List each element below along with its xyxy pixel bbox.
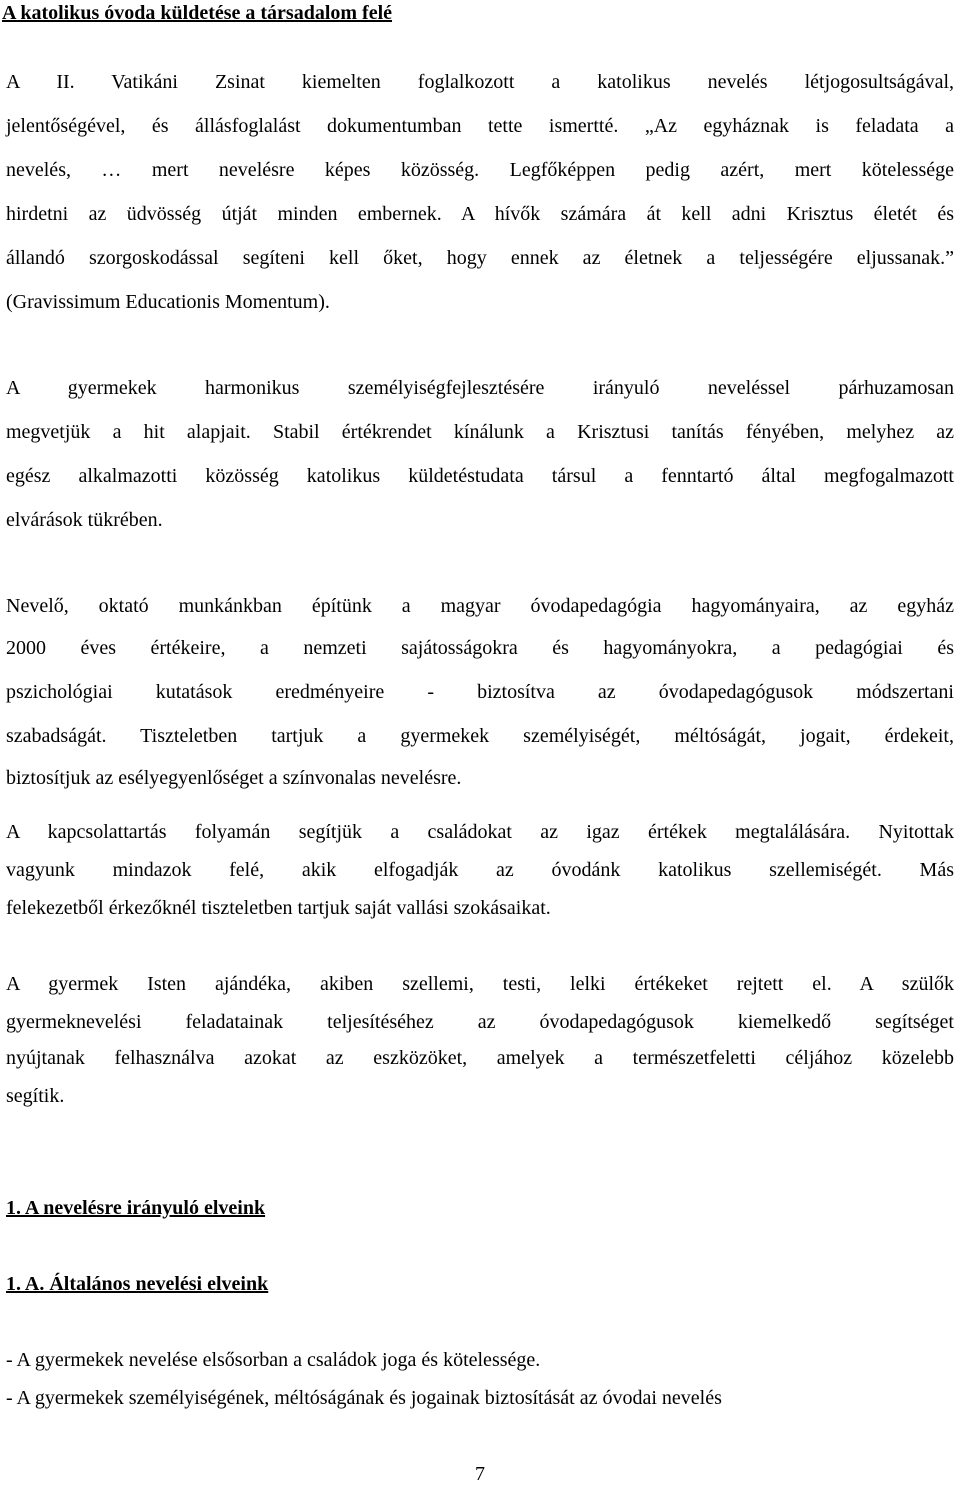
- text-line: nyújtanak felhasználva azokat az eszközöket, amelyek a természetfeletti céljához közelebb: [6, 1047, 954, 1069]
- text-line: pszichológiai kutatások eredményeire - biztosítva az óvodapedagógusok módszertani: [6, 681, 954, 703]
- text-line: elvárások tükrében.: [6, 509, 163, 531]
- list-item: - A gyermekek személyiségének, méltóságának és jogainak biztosítását az óvodai nevelés: [6, 1387, 722, 1409]
- text-line: hirdetni az üdvösség útját minden embernek. A hívők számára át kell adni Krisztus életét és: [6, 203, 954, 225]
- subsection-heading: 1. A. Általános nevelési elveink: [6, 1273, 269, 1295]
- text-line: A II. Vatikáni Zsinat kiemelten foglalkozott a katolikus nevelés létjogosultságával,: [6, 71, 954, 93]
- text-line: Nevelő, oktató munkánkban építünk a magyar óvodapedagógia hagyományaira, az egyház: [6, 595, 954, 617]
- list-item: - A gyermekek nevelése elsősorban a családok joga és kötelessége.: [6, 1349, 541, 1371]
- text-line: segítik.: [6, 1085, 65, 1107]
- text-line: megvetjük a hit alapjait. Stabil értékrendet kínálunk a Krisztusi tanítás fényében, melyhez az: [6, 421, 954, 443]
- text-line: jelentőségével, és állásfoglalást dokumentumban tette ismertté. „Az egyháznak is feladata a: [6, 115, 954, 137]
- text-line: biztosítjuk az esélyegyenlőséget a színvonalas nevelésre.: [6, 767, 462, 789]
- text-line: vagyunk mindazok felé, akik elfogadják az óvodánk katolikus szellemiségét. Más: [6, 859, 954, 881]
- section-heading: 1. A nevelésre irányuló elveink: [6, 1197, 266, 1219]
- text-line: gyermeknevelési feladatainak teljesítéséhez az óvodapedagógusok kiemelkedő segítséget: [6, 1011, 954, 1033]
- text-line: A gyermek Isten ajándéka, akiben szellemi, testi, lelki értékeket rejtett el. A szülők: [6, 973, 954, 995]
- text-line: szabadságát. Tiszteletben tartjuk a gyermekek személyiségét, méltóságát, jogait, érdekeit,: [6, 725, 954, 747]
- text-line: nevelés, … mert nevelésre képes közösség. Legfőképpen pedig azért, mert kötelessége: [6, 159, 954, 181]
- page-number: 7: [475, 1463, 485, 1485]
- text-line: felekezetből érkezőknél tiszteletben tartjuk saját vallási szokásaikat.: [6, 897, 551, 919]
- text-line: egész alkalmazotti közösség katolikus küldetéstudata társul a fenntartó által megfogalmazott: [6, 465, 954, 487]
- text-line: A gyermekek harmonikus személyiségfejlesztésére irányuló neveléssel párhuzamosan: [6, 377, 954, 399]
- text-line: állandó szorgoskodással segíteni kell őket, hogy ennek az életnek a teljességére eljussanak.”: [6, 247, 954, 269]
- document-title: A katolikus óvoda küldetése a társadalom felé: [2, 2, 393, 24]
- text-line: A kapcsolattartás folyamán segítjük a családokat az igaz értékek megtalálására. Nyitottak: [6, 821, 954, 843]
- text-line: 2000 éves értékeire, a nemzeti sajátosságokra és hagyományokra, a pedagógiai és: [6, 637, 954, 659]
- text-line: (Gravissimum Educationis Momentum).: [6, 291, 330, 313]
